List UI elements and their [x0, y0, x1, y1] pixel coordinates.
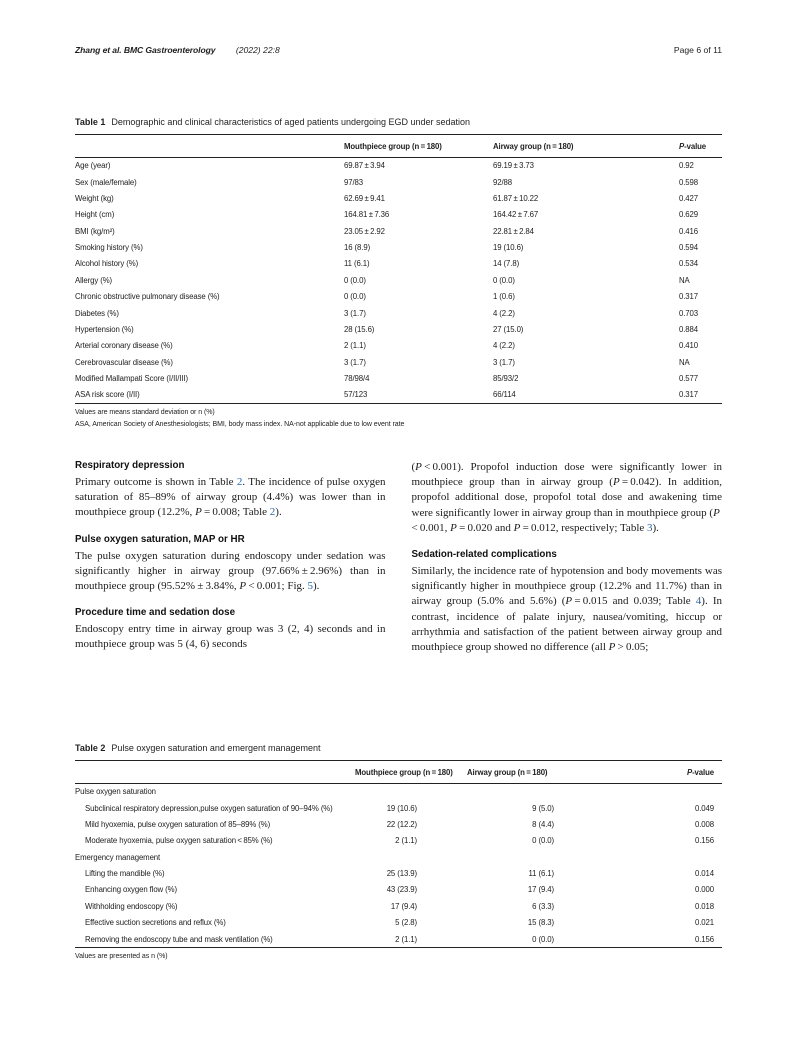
- row-label-cell: Hypertension (%): [75, 324, 134, 334]
- table-row: [75, 305, 722, 321]
- table-row: [75, 289, 722, 305]
- value-cell: 3 (1.7): [344, 357, 366, 367]
- value-cell: 11 (6.1): [528, 869, 554, 879]
- p-value-cell: 0.156: [694, 836, 714, 846]
- text-run: ).: [313, 580, 320, 593]
- italic-text: P: [513, 521, 521, 534]
- value-cell: 2 (1.1): [395, 934, 417, 944]
- p-value-cell: 0.884: [679, 324, 699, 334]
- article-section: [412, 549, 723, 655]
- value-cell: 85/93/2: [493, 374, 519, 384]
- p-value-cell: 0.594: [679, 243, 699, 253]
- row-label-cell: Subclinical respiratory depression,pulse oxygen saturation of 90–94% (%): [85, 803, 333, 813]
- paragraph: [75, 622, 386, 652]
- table-2-block: [75, 743, 722, 965]
- article-section: [75, 460, 386, 521]
- table-1-caption-text: Demographic and clinical characteristics of aged patients undergoing EGD under sedation: [111, 117, 471, 127]
- p-value-cell: 0.577: [679, 374, 699, 384]
- row-label-cell: Cerebrovascular disease (%): [75, 357, 173, 367]
- table-1-header-row: [75, 135, 722, 158]
- table-row: [75, 387, 722, 404]
- table-row: [75, 256, 722, 272]
- table-2-caption-text: Pulse oxygen saturation and emergent management: [111, 743, 321, 753]
- row-label-cell: Age (year): [75, 161, 111, 171]
- ref-link[interactable]: 2: [236, 476, 243, 488]
- text-run: ). In contrast, incidence of palate injury, nausea/vomiting, hiccup or arrhythmia and satisfaction of the patient between airway group and mouthpiece group showed no difference (all: [411, 595, 722, 654]
- table-row: [75, 865, 722, 881]
- value-cell: 25 (13.9): [386, 869, 417, 879]
- p-value-cell: [602, 783, 722, 800]
- italic-text: P: [195, 506, 202, 519]
- p-value-cell: 0.049: [694, 803, 714, 813]
- article-section: [412, 460, 723, 536]
- table-row: [75, 882, 722, 898]
- table-row: [75, 321, 722, 337]
- row-label-cell: Enhancing oxygen flow (%): [85, 885, 177, 895]
- table-2-footnotes: [75, 953, 722, 960]
- row-group-label-cell: Pulse oxygen saturation: [75, 787, 156, 797]
- p-value-cell: 0.317: [679, 292, 699, 302]
- text-run: = 0.042). In addition, propofol additional dose, propofol total dose and awakening time were significantly lower in airway group than in mouthpiece group (: [411, 476, 722, 519]
- row-label-cell: Height (cm): [75, 210, 115, 220]
- table-2-header-row: [75, 761, 722, 784]
- text-run: = 0.020 and: [456, 521, 514, 534]
- table-row: [75, 915, 722, 931]
- table-row: [75, 157, 722, 174]
- row-label-cell: Modified Mallampati Score (I/II/III): [75, 374, 188, 384]
- left-column: [75, 460, 386, 655]
- article-section: [75, 607, 386, 652]
- value-cell: 3 (1.7): [344, 308, 366, 318]
- value-cell: 0 (0.0): [344, 275, 366, 285]
- citation-issue: (2022) 22:8: [235, 45, 280, 55]
- p-value-cell: 0.156: [694, 934, 714, 944]
- value-cell: 69.19 ± 3.73: [493, 161, 534, 171]
- table-row: [75, 338, 722, 354]
- value-cell: [355, 849, 467, 865]
- ref-link[interactable]: 2: [269, 506, 276, 519]
- text-run: Airway group (n = 180): [467, 767, 548, 777]
- text-run: ).: [652, 521, 659, 534]
- article-body: [75, 460, 722, 655]
- text-run: < 0.001,: [411, 506, 722, 534]
- row-label-cell: BMI (kg/m²): [75, 226, 115, 236]
- value-cell: 62.69 ± 9.41: [344, 193, 385, 203]
- value-cell: 27 (15.0): [493, 324, 524, 334]
- value-cell: 92/88: [493, 177, 513, 187]
- value-cell: 43 (23.9): [386, 885, 417, 895]
- value-cell: [467, 783, 602, 800]
- row-label-cell: Removing the endoscopy tube and mask ventilation (%): [85, 934, 273, 944]
- row-label-cell: Withholding endoscopy (%): [85, 901, 178, 911]
- row-label-cell: Sex (male/female): [75, 177, 137, 187]
- table-row: [75, 223, 722, 239]
- column-header-cell: [493, 135, 679, 158]
- row-label-cell: Mild hyoxemia, pulse oxygen saturation of 85–89% (%): [85, 819, 271, 829]
- table-footnote: Values are presented as n (%): [75, 953, 168, 961]
- italic-text: P: [612, 476, 620, 489]
- text-run: < 0.001; Fig.: [246, 580, 308, 593]
- table-row: [75, 800, 722, 816]
- text-run: = 0.015 and 0.039; Table: [572, 595, 696, 608]
- row-label-cell: Chronic obstructive pulmonary disease (%): [75, 292, 220, 302]
- p-value-cell: 0.629: [679, 210, 699, 220]
- table-footnote: Values are means standard deviation or n (%): [75, 409, 215, 417]
- article-section: [75, 534, 386, 595]
- section-heading: Respiratory depression: [75, 460, 185, 471]
- table-row: [75, 370, 722, 386]
- text-run: = 0.008; Table: [201, 506, 270, 519]
- table-row: [75, 272, 722, 288]
- table-row: [75, 207, 722, 223]
- table-2: [75, 760, 722, 948]
- value-cell: 17 (9.4): [527, 885, 554, 895]
- value-cell: 78/98/4: [344, 374, 370, 384]
- text-run: . The incidence of pulse oxygen saturation of 85–89% of airway group (4.4%) was lower than in mouthpiece group (12.2%,: [75, 476, 386, 519]
- row-label-cell: Weight (kg): [75, 193, 114, 203]
- p-value-cell: 0.008: [694, 819, 714, 829]
- ref-link[interactable]: 5: [307, 580, 313, 593]
- running-head-citation: [75, 45, 280, 55]
- row-label-cell: Smoking history (%): [75, 243, 143, 253]
- paragraph: [412, 564, 723, 655]
- p-value-cell: 0.317: [679, 390, 699, 400]
- p-value-cell: 0.416: [679, 226, 699, 236]
- text-run: Primary outcome is shown in Table: [75, 476, 237, 488]
- table-2-label: Table 2: [75, 743, 106, 753]
- value-cell: 2 (1.1): [344, 341, 366, 351]
- value-cell: 69.87 ± 3.94: [344, 161, 385, 171]
- value-cell: 8 (4.4): [532, 819, 554, 829]
- table-row: [75, 174, 722, 190]
- row-label-cell: Effective suction secretions and reflux (%): [85, 918, 226, 928]
- text-run: ).: [275, 506, 282, 519]
- column-header-cell: [602, 761, 722, 784]
- section-heading: Sedation-related complications: [411, 549, 557, 561]
- row-label-cell: ASA risk score (I/II): [75, 390, 140, 400]
- table-row: [75, 190, 722, 206]
- value-cell: 5 (2.8): [395, 918, 417, 928]
- p-value-cell: NA: [679, 275, 690, 285]
- column-header-cell: [467, 761, 602, 784]
- italic-text: P: [415, 461, 422, 473]
- value-cell: [467, 849, 602, 865]
- row-label-cell: Alcohol history (%): [75, 259, 139, 269]
- table-1-label: Table 1: [75, 117, 106, 127]
- running-head: [75, 45, 722, 55]
- value-cell: 4 (2.2): [493, 308, 515, 318]
- column-header-cell: [75, 135, 344, 158]
- table-1-block: [75, 117, 722, 433]
- value-cell: 17 (9.4): [390, 901, 417, 911]
- value-cell: 15 (8.3): [527, 918, 554, 928]
- section-heading: Pulse oxygen saturation, MAP or HR: [75, 533, 245, 545]
- table-row: [75, 354, 722, 370]
- p-value-cell: NA: [679, 357, 690, 367]
- table-2-caption: [75, 743, 722, 753]
- row-label-cell: Lifting the mandible (%): [85, 869, 165, 879]
- value-cell: 14 (7.8): [493, 259, 520, 269]
- value-cell: [355, 783, 467, 800]
- value-cell: 11 (6.1): [344, 259, 370, 269]
- text-run: -value: [684, 141, 707, 151]
- table-1-caption: [75, 117, 722, 127]
- p-value-cell: 0.598: [679, 177, 699, 187]
- p-value-cell: 0.018: [694, 901, 714, 911]
- table-row: [75, 931, 722, 948]
- table-row: [75, 833, 722, 849]
- table-row: [75, 898, 722, 914]
- italic-text: P: [686, 767, 693, 777]
- p-value-cell: [602, 849, 722, 865]
- table-row: [75, 816, 722, 832]
- table-row: [75, 239, 722, 255]
- row-label-cell: Moderate hyoxemia, pulse oxygen saturation < 85% (%): [85, 836, 273, 846]
- text-run: Similarly, the incidence rate of hypotension and body movements was significantly higher in mouthpiece group (12.2% and 11.7%) than in airway group (5.0% and 5.6%) (: [411, 565, 722, 608]
- value-cell: 61.87 ± 10.22: [493, 193, 539, 203]
- value-cell: 19 (10.6): [493, 243, 524, 253]
- text-run: -value: [692, 767, 714, 777]
- italic-text: P: [565, 595, 573, 608]
- value-cell: 22.81 ± 2.84: [493, 226, 534, 236]
- row-label-cell: Arterial coronary disease (%): [75, 341, 173, 351]
- ref-link[interactable]: 4: [695, 595, 702, 608]
- paragraph: [75, 549, 386, 595]
- p-value-cell: 0.021: [694, 918, 714, 928]
- value-cell: 0 (0.0): [493, 275, 515, 285]
- italic-text: P: [713, 506, 720, 519]
- text-run: Airway group (n = 180): [493, 141, 574, 151]
- paragraph: [412, 460, 723, 536]
- value-cell: 57/123: [344, 390, 368, 400]
- text-run: The pulse oxygen saturation during endoscopy under sedation was significantly higher in airway group (97.66% ± 2.96%) than in mouthpiece group (95.52% ± 3.84%,: [75, 549, 386, 593]
- table-footnote: ASA, American Society of Anesthesiologists; BMI, body mass index. NA-not applicable due to low event rate: [75, 421, 405, 429]
- value-cell: 6 (3.3): [532, 901, 554, 911]
- value-cell: 19 (10.6): [386, 803, 417, 813]
- value-cell: 164.42 ± 7.67: [493, 210, 539, 220]
- section-heading: Procedure time and sedation dose: [75, 607, 236, 619]
- p-value-cell: 0.000: [694, 885, 714, 895]
- citation-text: Zhang et al. BMC Gastroenterology: [75, 45, 216, 55]
- value-cell: 0 (0.0): [344, 292, 366, 302]
- column-header-cell: [679, 135, 722, 158]
- italic-text: P: [239, 580, 247, 593]
- p-value-cell: 0.427: [679, 193, 699, 203]
- value-cell: 2 (1.1): [395, 836, 417, 846]
- value-cell: 9 (5.0): [532, 803, 554, 813]
- italic-text: P: [450, 521, 457, 534]
- value-cell: 28 (15.6): [344, 324, 375, 334]
- text-run: (: [411, 461, 416, 473]
- text-run: = 0.012, respectively; Table: [520, 521, 648, 534]
- column-header-cell: [355, 761, 467, 784]
- value-cell: 16 (8.9): [344, 243, 371, 253]
- value-cell: 0 (0.0): [532, 836, 554, 846]
- text-run: Mouthpiece group (n = 180): [355, 767, 453, 777]
- value-cell: 66/114: [493, 390, 516, 400]
- table-1-footnotes: [75, 409, 722, 428]
- value-cell: 97/83: [344, 177, 364, 187]
- text-run: < 0.001). Propofol induction dose were significantly lower in mouthpiece group than in airway group (: [411, 461, 722, 489]
- p-value-cell: 0.014: [694, 869, 714, 879]
- right-column: [412, 460, 723, 655]
- italic-text: P: [679, 141, 685, 151]
- table-row: [75, 849, 722, 865]
- italic-text: P: [608, 641, 616, 654]
- value-cell: 22 (12.2): [386, 819, 417, 829]
- text-run: Mouthpiece group (n = 180): [344, 141, 442, 151]
- value-cell: 164.81 ± 7.36: [344, 210, 390, 220]
- p-value-cell: 0.534: [679, 259, 699, 269]
- text-run: Endoscopy entry time in airway group was 3 (2, 4) seconds and in mouthpiece group was 5 (4, 6) seconds: [75, 623, 386, 651]
- row-label-cell: Allergy (%): [75, 275, 113, 285]
- value-cell: 23.05 ± 2.92: [344, 226, 385, 236]
- table-1: [75, 134, 722, 404]
- column-header-cell: [344, 135, 493, 158]
- ref-link[interactable]: 3: [647, 521, 653, 534]
- value-cell: 1 (0.6): [493, 292, 515, 302]
- value-cell: 3 (1.7): [493, 357, 515, 367]
- paragraph: [75, 475, 386, 521]
- text-run: > 0.05;: [615, 641, 649, 654]
- p-value-cell: 0.92: [679, 161, 694, 171]
- value-cell: 4 (2.2): [493, 341, 515, 351]
- page-number-label: Page 6 of 11: [673, 45, 722, 55]
- table-row: [75, 783, 722, 800]
- p-value-cell: 0.410: [679, 341, 699, 351]
- column-header-cell: [75, 761, 355, 784]
- row-label-cell: Diabetes (%): [75, 308, 119, 318]
- p-value-cell: 0.703: [679, 308, 699, 318]
- value-cell: 0 (0.0): [532, 934, 554, 944]
- row-group-label-cell: Emergency management: [75, 852, 161, 862]
